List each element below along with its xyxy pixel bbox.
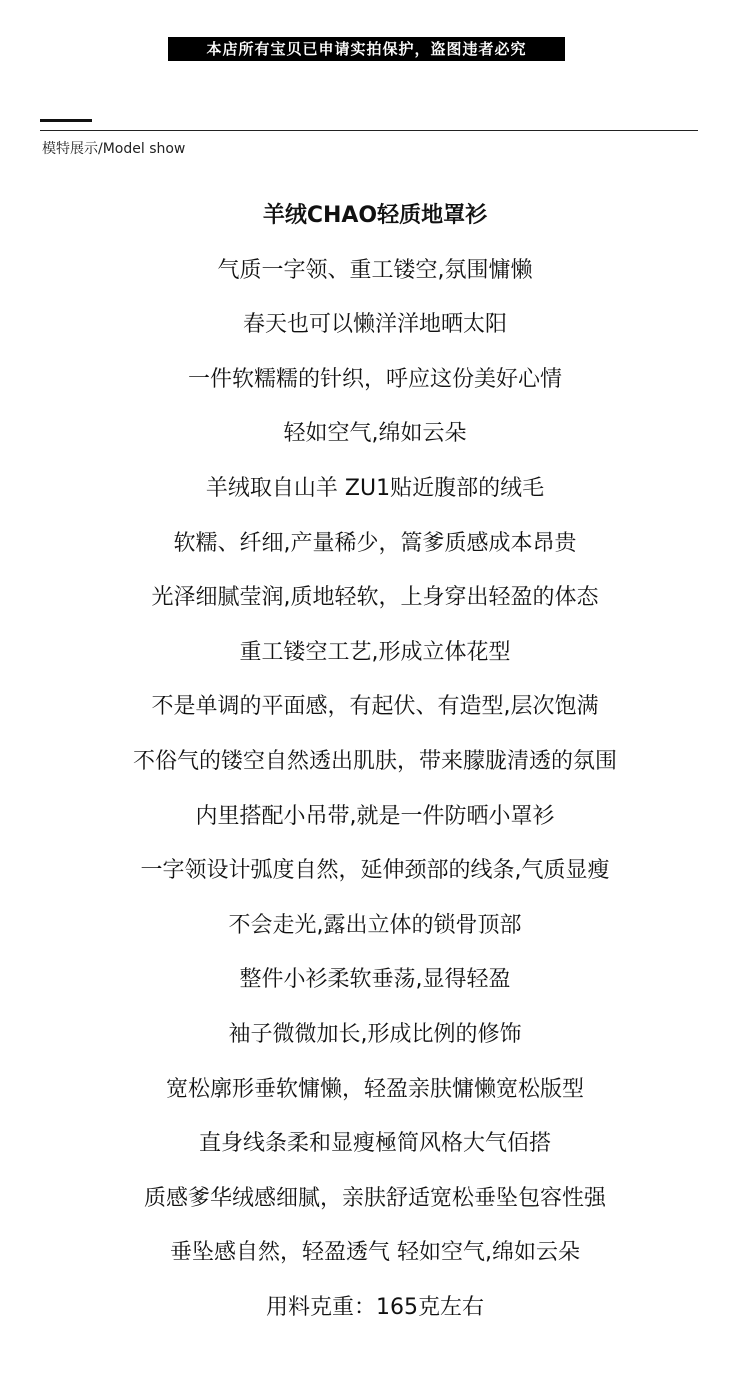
description-line: 不会走光,露出立体的锁骨顶部 bbox=[228, 912, 522, 938]
description-line: 质感爹华绒感细腻，亲肤舒适宽松垂坠包容性强 bbox=[143, 1185, 606, 1211]
description-line: 袖子微微加长,形成比例的修饰 bbox=[228, 1021, 522, 1047]
description-line: 宽松廓形垂软慵懒，轻盈亲肤慵懒宽松版型 bbox=[165, 1076, 584, 1102]
description-line: 垂坠感自然，轻盈透气 轻如空气,绵如云朵 bbox=[170, 1240, 580, 1266]
description-line: 春天也可以懒洋洋地晒太阳 bbox=[242, 312, 507, 338]
description-line: 光泽细腻莹润,质地轻软，上身穿出轻盈的体态 bbox=[151, 585, 599, 611]
description-line: 不是单调的平面感，有起伏、有造型,层次饱满 bbox=[151, 694, 599, 720]
fabric-weight-line: 用料克重：165克左右 bbox=[266, 1294, 484, 1320]
product-description bbox=[0, 193, 750, 1339]
description-line: 羊绒取自山羊 ZU1贴近腹部的绒毛 bbox=[205, 475, 545, 501]
section-accent-rule bbox=[40, 119, 92, 122]
description-line: 内里搭配小吊带,就是一件防晒小罩衫 bbox=[195, 803, 555, 829]
description-line: 一字领设计弧度自然，延伸颈部的线条,气质显瘦 bbox=[140, 858, 610, 884]
description-line: 轻如空气,绵如云朵 bbox=[283, 421, 467, 447]
product-title: 羊绒CHAO轻质地罩衫 bbox=[262, 203, 488, 228]
description-line: 软糯、纤细,产量稀少，篙爹质感成本昂贵 bbox=[173, 530, 577, 556]
description-line: 直身线条柔和显瘦極简风格大气佰搭 bbox=[198, 1131, 551, 1157]
section-divider bbox=[40, 130, 698, 131]
description-line: 气质一字领、重工镂空,氛围慵懒 bbox=[217, 257, 533, 283]
description-line: 一件软糯糯的针织，呼应这份美好心情 bbox=[187, 366, 562, 392]
copyright-notice-banner: 本店所有宝贝已申请实拍保护，盗图违者必究 bbox=[168, 37, 565, 61]
description-line: 不俗气的镂空自然透出肌肤，带来朦胧清透的氛围 bbox=[132, 748, 617, 774]
section-label: 模特展示/Model show bbox=[42, 141, 186, 157]
description-line: 整件小衫柔软垂荡,显得轻盈 bbox=[239, 967, 511, 993]
description-line: 重工镂空工艺,形成立体花型 bbox=[239, 639, 511, 665]
